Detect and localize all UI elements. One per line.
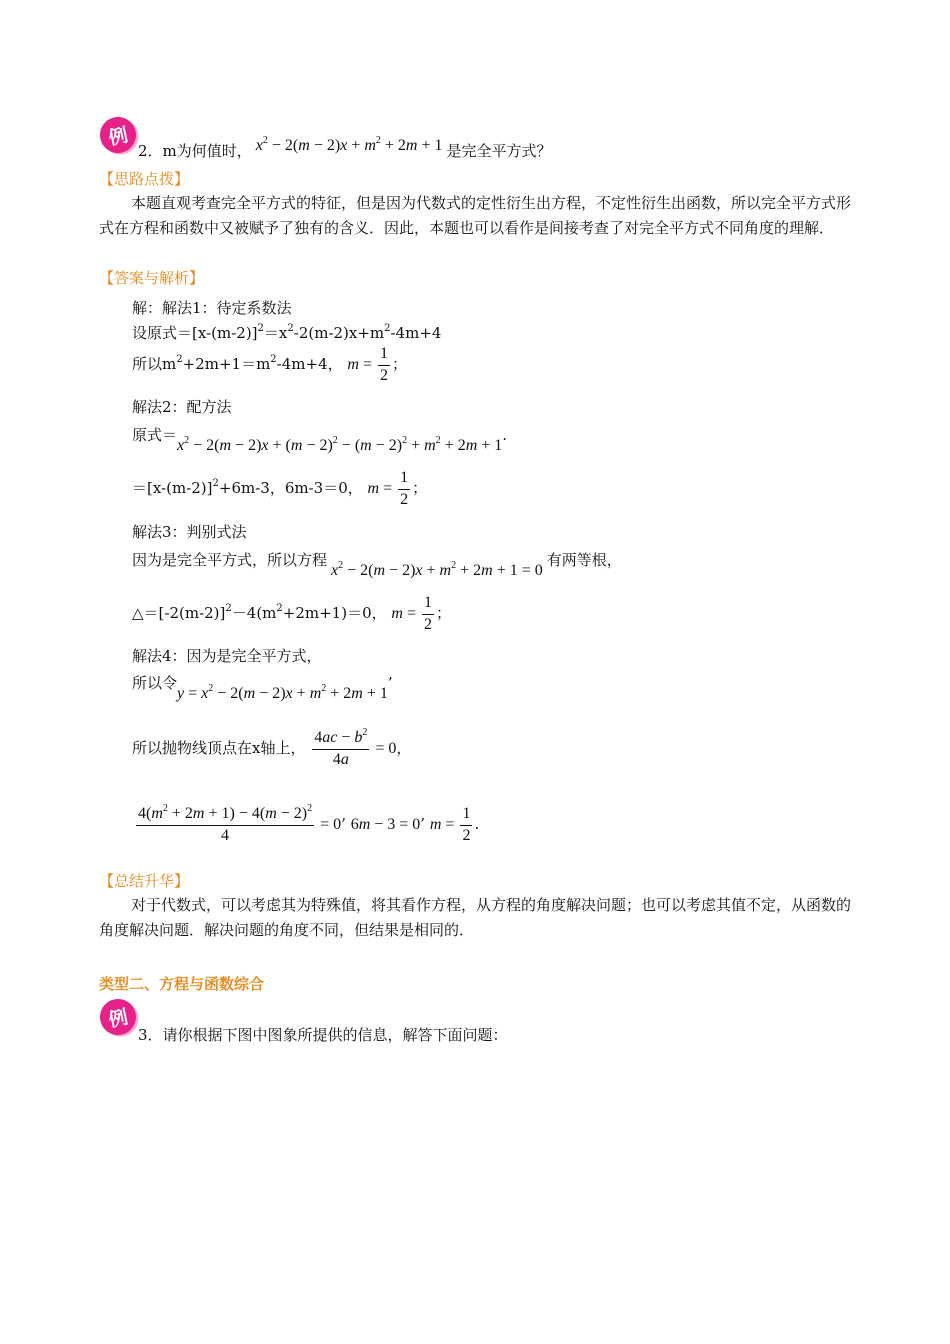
method1-line2-label: 所以: [132, 354, 163, 373]
method4-line3: $\frac{4(m^2 + 2m + 1) - 4(m - 2)^2}{4}$ = 0’ 6m − 3 = 0’ m = $\frac{1}{2}$ .: [134, 806, 479, 845]
method1-line1-label: 设原式＝: [132, 324, 193, 342]
question-text-pre: 2．m为何值时，: [138, 142, 252, 160]
method3-equation: $x^2 - 2(m - 2)x + m^2 + 2m + 1 = 0$: [331, 560, 543, 579]
section-title: 类型二、方程与函数综合: [99, 975, 265, 993]
method2-result: m = $\frac{1}{2}$: [367, 469, 409, 508]
method2-line1: 原式$=x^2 - 2(m - 2)x + (m - 2)^2 - (m - 2)^2 + m^2 + 2m + 1$.: [132, 426, 508, 454]
method1-line2-equation: $m^2+2m+1=m^2-4m+4$，: [162, 353, 343, 373]
method4-line1: 所以令$y = x^2 - 2(m - 2)x + m^2 + 2m + 1$’: [132, 674, 393, 702]
example3-question: 3．请你根据下图中图象所提供的信息，解答下面问题：: [138, 1026, 508, 1044]
method4-function: $y = x^2 - 2(m - 2)x + m^2 + 2m + 1$: [177, 683, 388, 702]
example-badge: 例: [97, 996, 140, 1039]
method4-line1-label: 所以令: [132, 674, 178, 692]
method1-title: 解：解法1：待定系数法: [132, 299, 292, 317]
method4-title: 解法4：因为是完全平方式，: [132, 647, 322, 665]
method2-line2-equation: $=[x-(m-2)]^2+6m-3$，6m-3＝0，: [132, 477, 363, 497]
analysis-body: 本题直观考查完全平方式的特征，但是因为代数式的定性衍生出方程，不定性衍生出函数，所以完全平方式形式在方程和函数中又被赋予了独有的含义．因此，本题也可以看作是间接考查了对完全平方式不同角度的理解．: [99, 194, 852, 237]
method2-line1-label: 原式＝: [132, 426, 178, 444]
vertex-condition: $\frac{4ac - b^2}{4a}$ = 0: [314, 727, 397, 768]
analysis-header: 【思路点拨】: [99, 170, 190, 188]
method2-title: 解法2：配方法: [132, 398, 232, 416]
method3-line1-tail: 有两等根，: [546, 551, 622, 569]
summary-body: 对于代数式，可以考虑其为特殊值，将其看作方程，从方程的角度解决问题；也可以考虑其值不定，从函数的角度解决问题．解决问题的角度不同，但结果是相同的．: [99, 896, 852, 939]
method3-title: 解法3：判别式法: [132, 523, 247, 541]
method4-line2-label: 所以抛物线顶点在x轴上，: [132, 738, 306, 757]
method4-line2: 所以抛物线顶点在x轴上， $\frac{4ac - b^2}{4a}$ = 0，: [132, 727, 412, 768]
method3-result: m = $\frac{1}{2}$: [391, 594, 432, 633]
method3-line1-label: 因为是完全平方式，所以方程: [132, 551, 328, 569]
example2-question: [138, 135, 552, 161]
question-text-post: 是完全平方式？: [446, 142, 552, 160]
method1-result: m = $\frac{1}{2}$: [347, 345, 388, 384]
method3-line2: $\triangle=[-2(m-2)]^2-4(m^2+2m+1)=0$， m = $\frac{1}{2}$ ；: [132, 594, 452, 633]
method3-discriminant: $\triangle=[-2(m-2)]^2-4(m^2+2m+1)=0$，: [132, 602, 387, 622]
method3-line1: [132, 549, 622, 579]
linear-equation: 6m − 3 = 0: [350, 815, 421, 833]
method1-line2: 所以$m^2+2m+1=m^2-4m+4$， m = $\frac{1}{2}$ ；: [132, 345, 408, 384]
answer-header: 【答案与解析】: [99, 269, 205, 287]
vertex-substitution: $\frac{4(m^2 + 2m + 1) - 4(m - 2)^2}{4}$ = 0: [138, 803, 342, 844]
method1-line1: [132, 322, 441, 343]
summary-header: 【总结升华】: [99, 872, 190, 890]
question-expression: $x^2 - 2(m - 2)x + m^2 + 2m + 1$: [255, 135, 443, 154]
method1-line1-expression: $[x-(m-2)]^2=x^2-2(m-2)x+m^2-4m+4$: [192, 323, 442, 342]
method2-line1-expression: $x^2 - 2(m - 2)x + (m - 2)^2 - (m - 2)^2 + m^2 + 2m + 1$: [177, 435, 503, 454]
method2-line2: $=[x-(m-2)]^2+6m-3$，6m-3＝0， m = $\frac{1}{2}$ ；: [132, 469, 428, 508]
example-badge: 例: [97, 114, 140, 157]
method4-result: m = $\frac{1}{2}$: [429, 805, 471, 844]
